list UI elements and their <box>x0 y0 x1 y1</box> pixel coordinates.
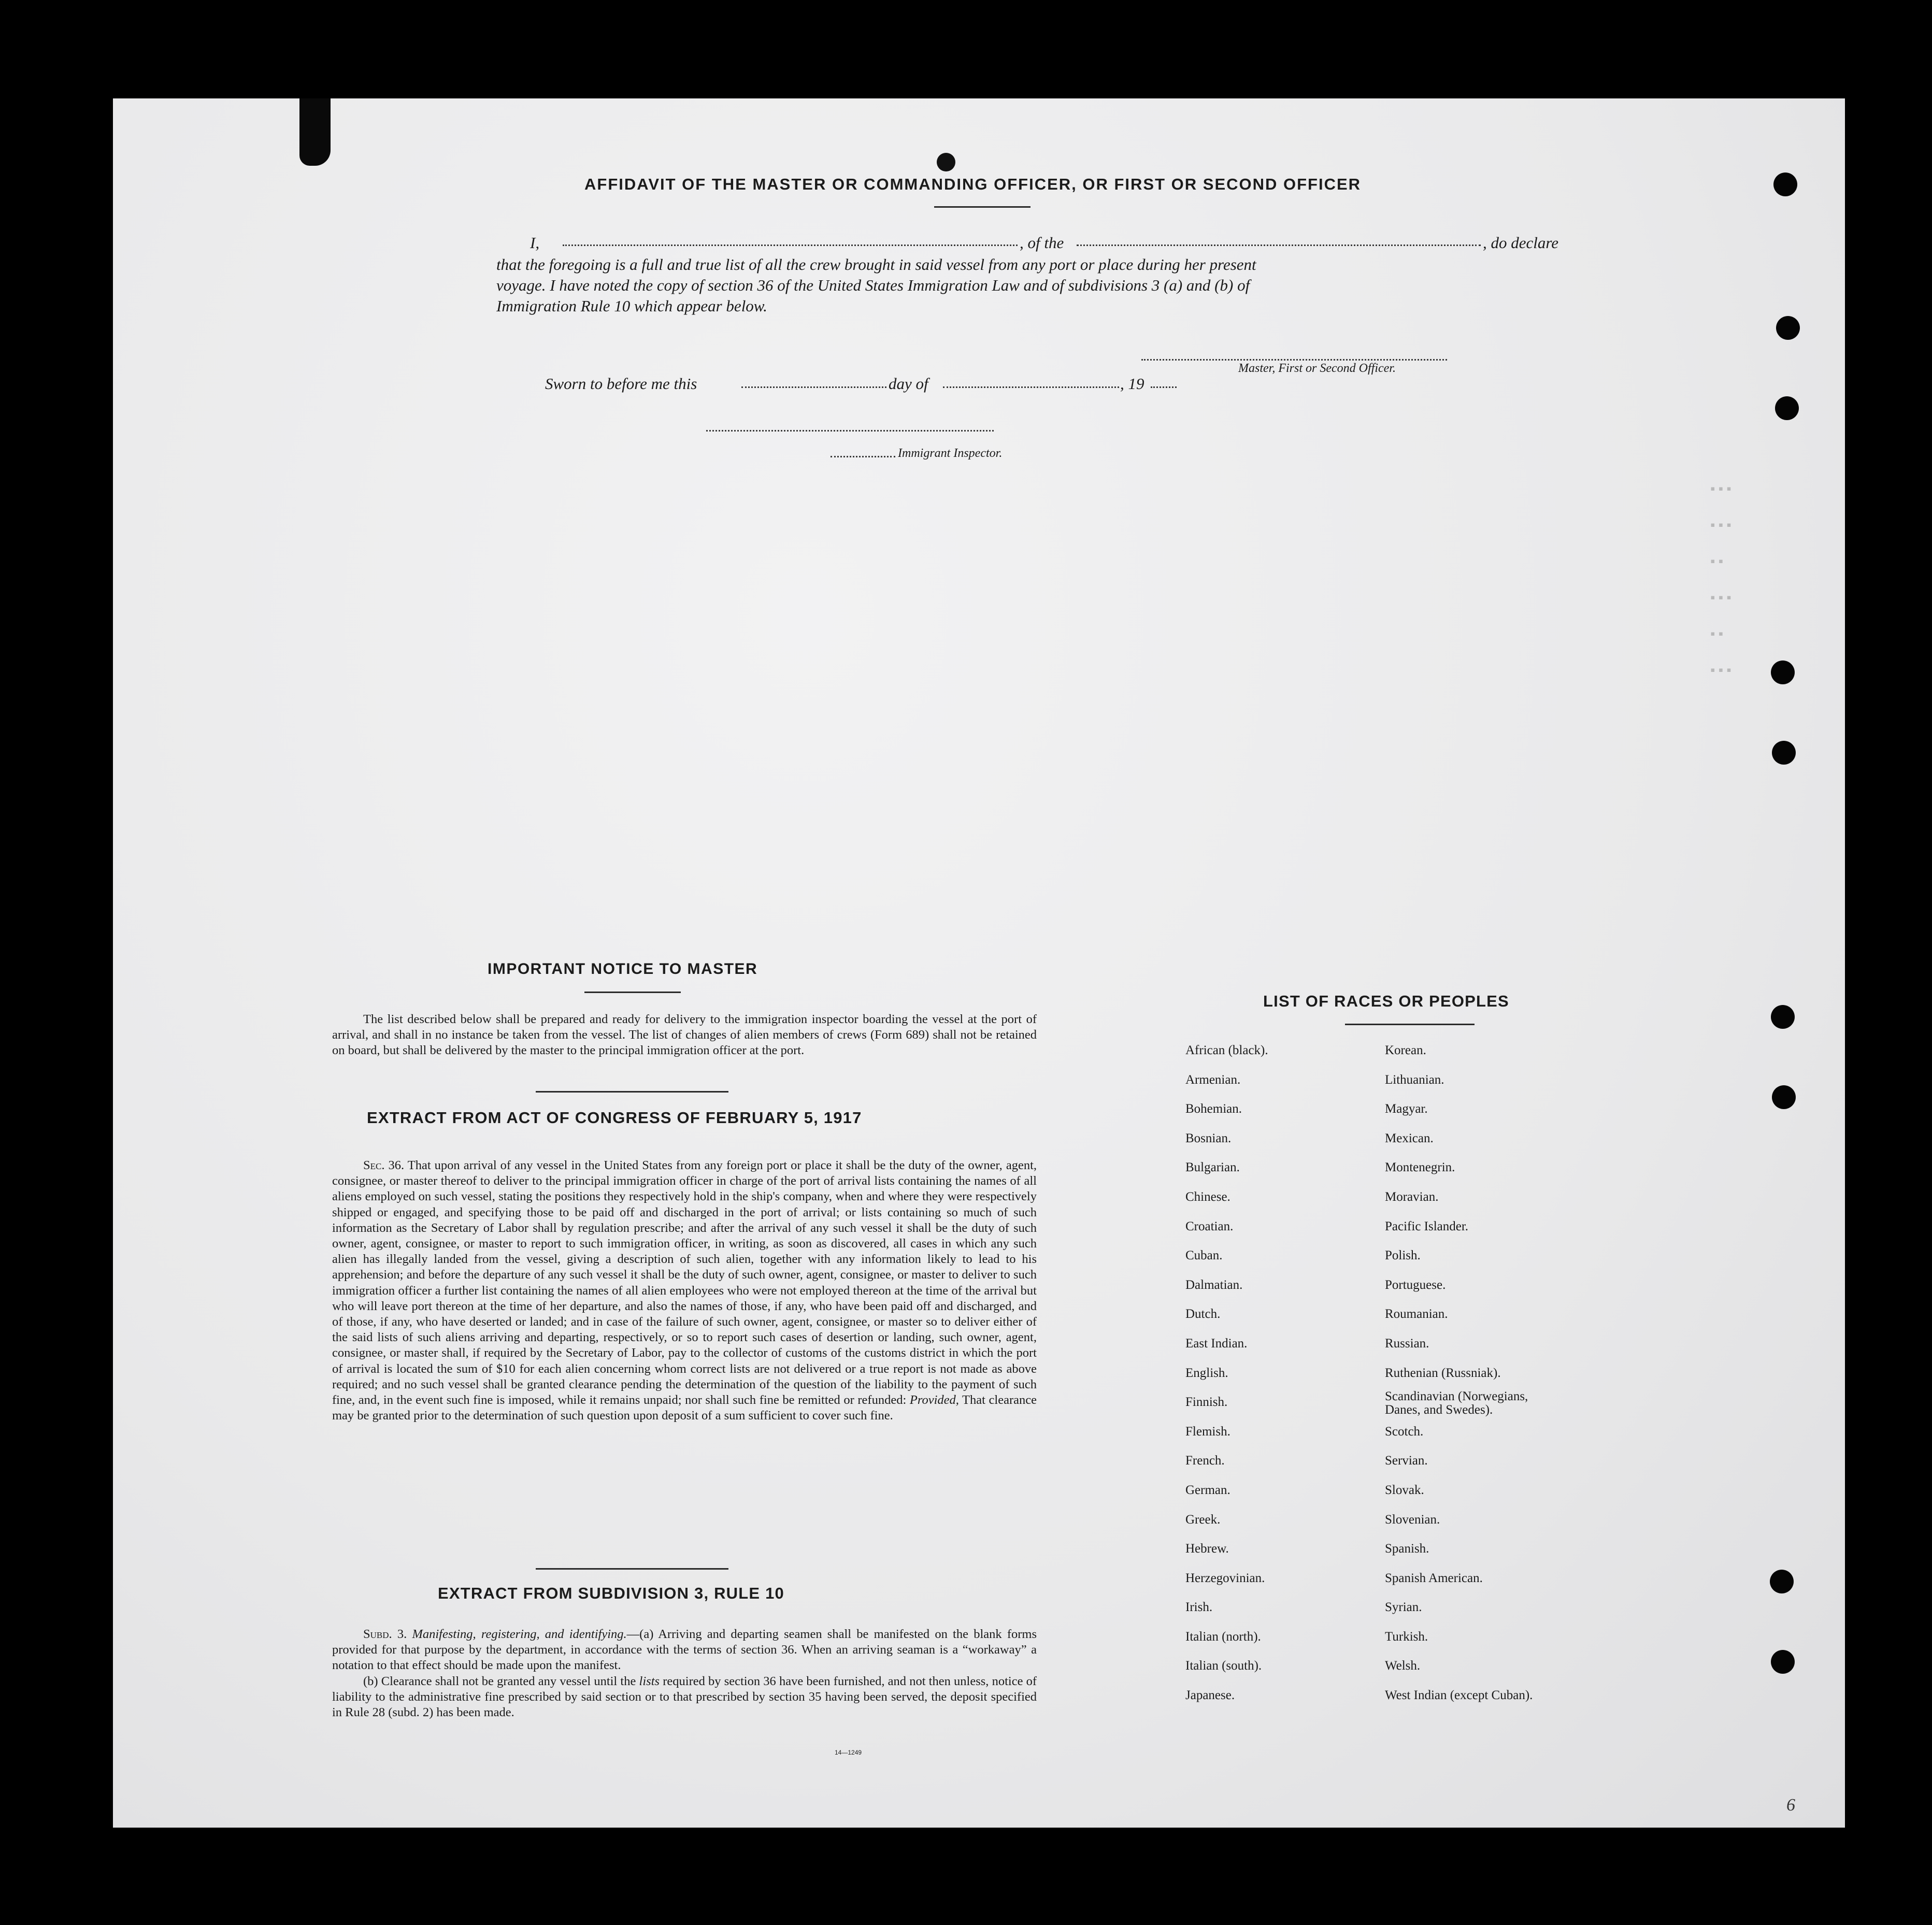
notice-title-rule <box>584 992 681 993</box>
affidavit-line-1: I, <box>530 234 540 252</box>
race-item: Scotch. <box>1385 1424 1424 1439</box>
race-item: Spanish American. <box>1385 1571 1483 1585</box>
sworn-day-label: day of <box>889 375 928 393</box>
act-text: Sec. 36. That upon arrival of any vessel in the United States from any foreign port or place it shall be the duty of the owner, agent, consignee, or master thereof to deliver to the principal immigration officer in charge of the port of arrival lists containing the names of all aliens employed on such vessel, stating the positions they respectively hold in the ship's company, when and where they were respectively shipped or engaged, and specifying those to be paid off and discharged in the port of arrival; or lists containing so much of such information as the Secretary of Labor shall by regulation prescribe; and after the arrival of any such vessel it shall be the duty of such owner, agent, consignee, or master to report to such immigration officer, in writing, as soon as discovered, all cases in which any such alien has illegally landed from the vessel, giving a description of such alien, together with any information likely to lead to his apprehension; and before the departure of any such vessel it shall be the duty of such owner, agent, consignee, or master to deliver to such immigration officer a further list containing the names of all alien employees who were not employed thereon at the time of the arrival but who will leave port thereon at the time of her departure, and also the names of those, if any, who have been paid off and discharged, and of those, if any, who have deserted or landed; and in case of the failure of such owner, agent, consignee, or master so to deliver either of the said lists of such aliens arriving and departing, respectively, or so to report such cases of desertion or landing, such owner, agent, consignee, or master shall, if required by the Secretary of Labor, pay to the collector of customs of the customs district in which the port of arrival is located the sum of $10 for each alien concerning whom correct lists are not delivered or a true report is not made as above required; and no such vessel shall be granted clearance pending the determination of the question of the liability to the payment of such fine, and, in the event such fine is imposed, while it remains unpaid; nor shall such fine be remitted or refunded: Provided, That clearance may be granted prior to the determination of such question upon deposit of a sum sufficient to cover such fine. <box>332 1158 1037 1423</box>
race-item: Montenegrin. <box>1385 1160 1455 1175</box>
races-column-2 <box>1385 1036 1556 1711</box>
race-item: Armenian. <box>1185 1072 1241 1087</box>
rule10-title: EXTRACT FROM SUBDIVISION 3, RULE 10 <box>438 1584 784 1602</box>
race-item: Polish. <box>1385 1248 1421 1263</box>
race-item: English. <box>1185 1366 1228 1380</box>
affidavit-title: AFFIDAVIT OF THE MASTER OR COMMANDING OFFICER, OR FIRST OR SECOND OFFICER <box>584 175 1362 193</box>
notice-title: IMPORTANT NOTICE TO MASTER <box>488 960 758 978</box>
sworn-year-label: , 19 <box>1120 375 1144 393</box>
race-item: Hebrew. <box>1185 1542 1229 1556</box>
rule10-text: Subd. 3. Manifesting, registering, and identifying.—(a) Arriving and departing seamen shall be manifested on the blank forms provided for that purpose by the department, in accordance with the terms of section 36. When an arriving seaman is a “workaway” a notation to that effect should be made upon the manifest. (b) Clearance shall not be granted any vessel until the lists required by section 36 have been furnished, and not then unless, notice of liability to the administrative fine prescribed by said section or to that prescribed by section 35 having been served, the deposit specified in Rule 28 (subd. 2) has been made. <box>332 1627 1037 1720</box>
race-item: Scandinavian (Norwegians, Danes, and Swedes). <box>1385 1389 1528 1417</box>
binder-hole <box>1772 1085 1796 1109</box>
bleed-through-marks: ▪▪▪ ▪▪▪ ▪▪ ▪▪▪ ▪▪ ▪▪▪ <box>1709 482 1733 679</box>
race-item: East Indian. <box>1185 1336 1248 1351</box>
affidavit-line-1-end: , do declare <box>1483 234 1559 252</box>
document-page <box>113 98 1845 1828</box>
races-title: LIST OF RACES OR PEOPLES <box>1263 992 1509 1010</box>
punch-mark <box>937 153 955 171</box>
inspector-caption: Immigrant Inspector. <box>898 447 1003 460</box>
act-title: EXTRACT FROM ACT OF CONGRESS OF FEBRUARY 5, 1917 <box>367 1109 862 1127</box>
races-column-1 <box>1185 1036 1268 1711</box>
affidavit-line-2: that the foregoing is a full and true list of all the crew brought in said vessel from any port or place during her present <box>496 255 1256 274</box>
sworn-day-field[interactable] <box>741 386 886 388</box>
race-item: Greek. <box>1185 1512 1221 1527</box>
notice-end-rule <box>536 1091 728 1093</box>
race-item: Spanish. <box>1385 1542 1429 1556</box>
torn-edge <box>299 98 331 166</box>
inspector-pre-caption-line <box>831 456 895 457</box>
binder-hole <box>1775 396 1799 420</box>
name-field[interactable] <box>563 245 1018 246</box>
inspector-signature-field[interactable] <box>706 430 994 432</box>
race-item: Bulgarian. <box>1185 1160 1240 1175</box>
race-item: Moravian. <box>1385 1189 1439 1204</box>
binder-hole <box>1771 1650 1795 1674</box>
race-item: Italian (north). <box>1185 1629 1261 1644</box>
race-item: Lithuanian. <box>1385 1072 1444 1087</box>
race-item: Dutch. <box>1185 1307 1221 1321</box>
race-item: Russian. <box>1385 1336 1429 1351</box>
race-item: Bosnian. <box>1185 1131 1232 1145</box>
race-item: Slovenian. <box>1385 1512 1440 1527</box>
race-item: Welsh. <box>1385 1659 1421 1673</box>
race-item: Servian. <box>1385 1454 1428 1468</box>
affidavit-line-3: voyage. I have noted the copy of section 36 of the United States Immigration Law and of subdivisions 3 (a) and (b) of <box>496 276 1250 294</box>
race-item: Roumanian. <box>1385 1307 1448 1321</box>
corner-pencil-mark: 6 <box>1786 1795 1795 1815</box>
race-item: Croatian. <box>1185 1219 1234 1233</box>
race-item: Italian (south). <box>1185 1659 1262 1673</box>
binder-hole <box>1776 316 1800 340</box>
sworn-start: Sworn to before me this <box>545 375 697 393</box>
binder-hole <box>1773 173 1797 196</box>
race-item: Bohemian. <box>1185 1102 1242 1116</box>
race-item: Japanese. <box>1185 1688 1235 1703</box>
race-item: Ruthenian (Russniak). <box>1385 1366 1501 1380</box>
race-item: Mexican. <box>1385 1131 1434 1145</box>
master-caption: Master, First or Second Officer. <box>1238 362 1396 375</box>
race-item: Herzegovinian. <box>1185 1571 1265 1585</box>
race-item: Syrian. <box>1385 1600 1422 1615</box>
race-item: Flemish. <box>1185 1424 1230 1439</box>
affidavit-line-4: Immigration Rule 10 which appear below. <box>496 297 767 315</box>
race-item: Chinese. <box>1185 1189 1230 1204</box>
race-item: German. <box>1185 1483 1230 1497</box>
race-item: Magyar. <box>1385 1102 1428 1116</box>
race-item: Dalmatian. <box>1185 1277 1243 1292</box>
binder-hole <box>1771 660 1795 684</box>
race-item: Turkish. <box>1385 1629 1428 1644</box>
binder-hole <box>1771 1005 1795 1029</box>
race-item: French. <box>1185 1454 1225 1468</box>
notice-text: The list described below shall be prepared and ready for delivery to the immigration inspector boarding the vessel at the port of arrival, and shall in no instance be taken from the vessel. The list of changes of alien members of crews (Form 689) shall not be retained on board, but shall be delivered by the master to the principal immigration officer at the port. <box>332 1012 1037 1058</box>
affidavit-title-rule <box>934 206 1031 208</box>
race-item: West Indian (except Cuban). <box>1385 1688 1533 1703</box>
affidavit-line-1-mid: , of the <box>1020 234 1064 252</box>
vessel-field[interactable] <box>1077 245 1481 246</box>
races-title-rule <box>1345 1024 1475 1025</box>
race-item: African (black). <box>1185 1043 1268 1057</box>
binder-hole <box>1772 741 1796 765</box>
race-item: Cuban. <box>1185 1248 1223 1263</box>
race-item: Irish. <box>1185 1600 1213 1615</box>
race-item: Portuguese. <box>1385 1277 1446 1292</box>
sworn-year-field[interactable] <box>1151 386 1177 388</box>
sworn-month-field[interactable] <box>943 386 1119 388</box>
race-item: Slovak. <box>1385 1483 1424 1497</box>
race-item: Korean. <box>1385 1043 1426 1057</box>
race-item: Finnish. <box>1185 1395 1228 1410</box>
binder-hole <box>1770 1570 1794 1593</box>
master-signature-field[interactable] <box>1141 359 1447 361</box>
act-end-rule <box>536 1568 728 1570</box>
form-number: 14—1249 <box>835 1749 862 1756</box>
race-item: Pacific Islander. <box>1385 1219 1469 1233</box>
